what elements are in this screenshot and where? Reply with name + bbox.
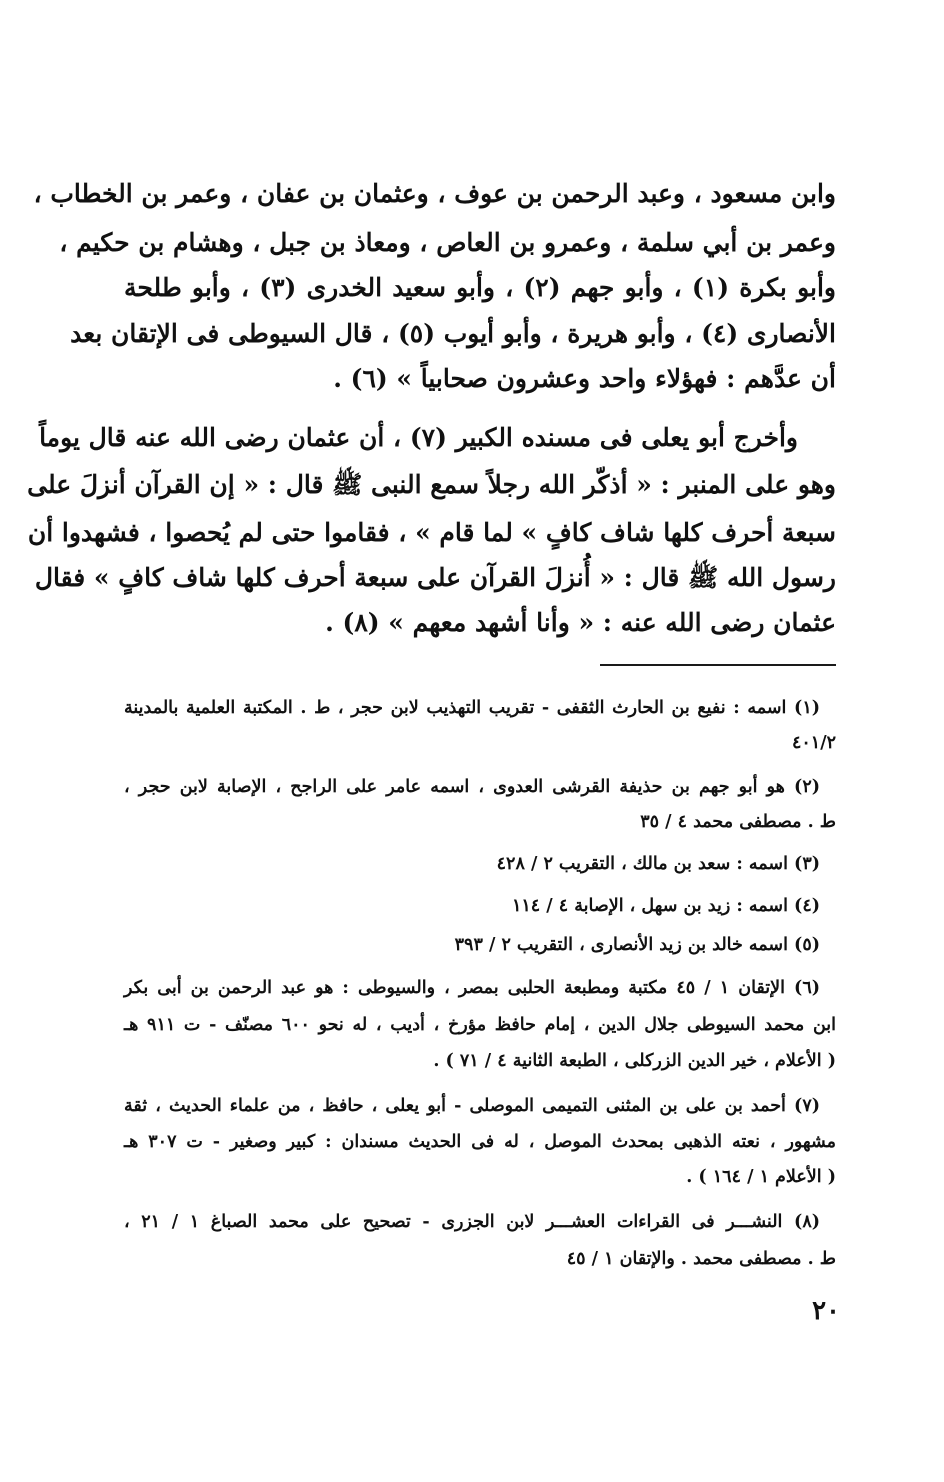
footnote-line: ٤٠١/٢ xyxy=(792,733,836,753)
footnote-line: (٢) هو أبو جهم بن حذيفة القرشى العدوى ، اسمه عامر على الراجح ، الإصابة لابن حجر ، xyxy=(124,777,820,797)
body-line: وعمر بن أبي سلمة ، وعمرو بن العاص ، ومعاذ بن جبل ، وهشام بن حكيم ، xyxy=(59,228,836,257)
footnote-line: ( الأعلام ، خير الدين الزركلى ، الطبعة الثانية ٤ / ٧١ ) . xyxy=(433,1051,836,1071)
body-line: سبعة أحرف كلها شاف كافٍ » لما قام » ، فقاموا حتى لم يُحصوا ، فشهدوا أن xyxy=(27,518,836,547)
body-line: أن عدَّهم : فهؤلاء واحد وعشرون صحابياً » (٦) . xyxy=(333,364,836,393)
footnote-line: (١) اسمه : نفيع بن الحارث الثقفى - تقريب التهذيب لابن حجر ، ط . المكتبة العلمية بالمدينة xyxy=(124,698,820,718)
body-line: وأبو بكرة (١) ، وأبو جهم (٢) ، وأبو سعيد الخدرى (٣) ، وأبو طلحة xyxy=(124,273,836,302)
footnote-line: (٣) اسمه : سعد بن مالك ، التقريب ٢ / ٤٢٨ xyxy=(496,854,820,874)
footnote-line: ابن محمد السيوطى جلال الدين ، إمام حافظ مؤرخ ، أديب ، له نحو ٦٠٠ مصنّف - ت ٩١١ هـ xyxy=(124,1015,836,1035)
footnote-line: (٦) الإتقان ١ / ٤٥ مكتبة ومطبعة الحلبى بمصر ، والسيوطى : هو عبد الرحمن بن أبى بكر xyxy=(124,978,821,998)
body-line: رسول الله ﷺ قال : « أُنزلَ القرآن على سبعة أحرف كلها شاف كافٍ » فقال xyxy=(34,563,836,592)
body-line: الأنصارى (٤) ، وأبو هريرة ، وأبو أيوب (٥) ، قال السيوطى فى الإتقان بعد xyxy=(70,319,836,348)
body-line: وأخرج أبو يعلى فى مسنده الكبير (٧) ، أن عثمان رضى الله عنه قال يوماً xyxy=(39,423,798,452)
body-line: وهو على المنبر : « أذكّر الله رجلاً سمع النبى ﷺ قال : « إن القرآن أنزلَ على xyxy=(27,470,836,499)
footnote-line: مشهور ، نعته الذهبى بمحدث الموصل ، له فى الحديث مسندان : كبير وصغير - ت ٣٠٧ هـ xyxy=(124,1132,836,1152)
body-line: عثمان رضى الله عنه : « وأنا أشهد معهم » (٨) . xyxy=(325,608,836,637)
footnote-line: ط . مصطفى محمد ٤ / ٣٥ xyxy=(640,812,836,832)
footnote-separator xyxy=(600,664,836,666)
footnote-line: ط . مصطفى محمد . والإتقان ١ / ٤٥ xyxy=(566,1249,836,1269)
footnote-line: (٤) اسمه : زيد بن سهل ، الإصابة ٤ / ١١٤ xyxy=(512,896,820,916)
footnote-line: (٥) اسمه خالد بن زيد الأنصارى ، التقريب ٢ / ٣٩٣ xyxy=(454,935,820,955)
footnote-line: (٧) أحمد بن على بن المثنى التميمى الموصلى - أبو يعلى ، حافظ ، من علماء الحديث ، ثقة xyxy=(124,1096,820,1116)
body-line: وابن مسعود ، وعبد الرحمن بن عوف ، وعثمان بن عفان ، وعمر بن الخطاب ، xyxy=(33,179,836,208)
page-number: ٢٠ xyxy=(812,1296,840,1326)
footnote-line: ( الأعلام ١ / ١٦٤ ) . xyxy=(686,1167,836,1187)
footnote-line: (٨) النشـــر فى القراءات العشـــر لابن الجزرى - تصحيح على محمد الصباغ ١ / ٢١ ، xyxy=(124,1212,821,1232)
